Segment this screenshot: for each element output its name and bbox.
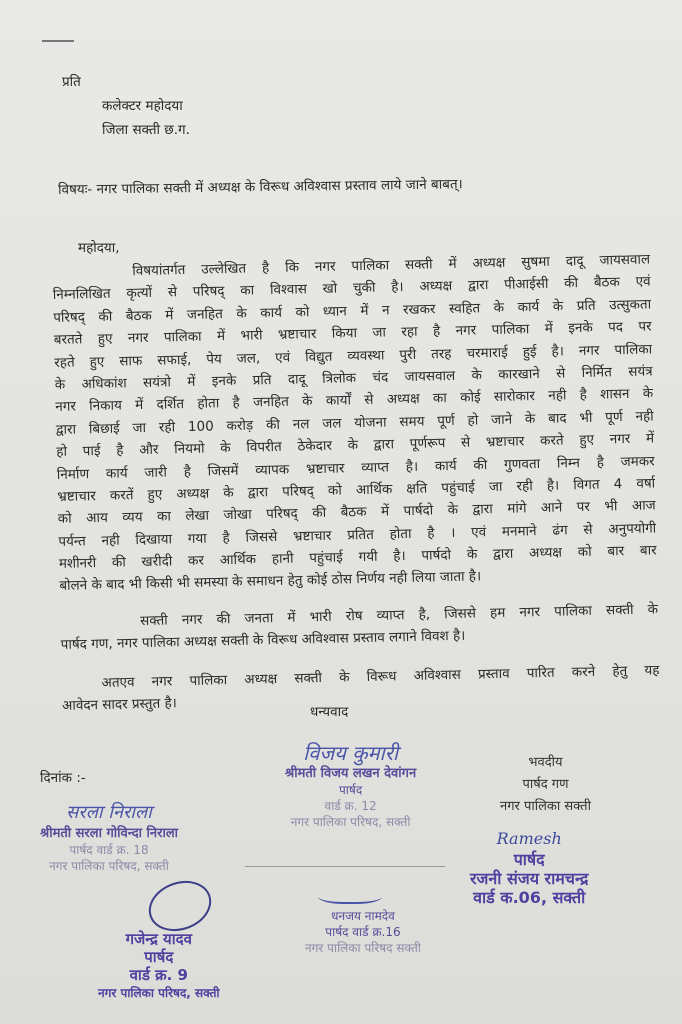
closing-line: नगर पालिका सक्ती [500,799,591,814]
signatory-dhanjay [305,908,421,956]
body-line: बोलने के बाद भी किसी भी समस्या के समाधन हेतु कोई ठोस निर्णय नही लिया जाता है। [59,568,482,595]
signatory-ward: वार्ड क्र. 9 [129,966,188,984]
signatory-ward: वार्ड क.06, सक्ती [473,888,586,907]
closing-block [500,752,591,818]
body-line: रहते हुए साफ सफाई, पेय जल, एवं विद्युत व्यवस्था पुरी तरह चरमाराई हुई है। नगर पालिका [54,340,653,371]
signatory-org: नगर पालिका परिषद, सक्ती [98,986,220,1000]
signatory-vijay [285,740,416,830]
recipient: कलेक्टर महोदया [102,98,183,114]
signatory-sarla [40,800,178,874]
signatory-ward: पार्षद वार्ड क्र. 18 [69,843,149,857]
signatory-name: रजनी संजय रामचन्द्र [470,869,589,888]
body-line: परिषद् की बैठक में जनहित के कार्य को ध्यान में न रखकर स्वहित के कार्य के प्रति उत्सुकता [53,296,652,326]
signatory-org: नगर पालिका परिषद, सक्ती [49,859,169,873]
signatory-ward: पार्षद वार्ड क्र.16 [325,925,401,939]
signatory-name: श्रीमती विजय लखन देवांगन [285,766,417,781]
signatory-name: श्रीमती सरला गोविन्दा निराला [40,826,179,841]
body-line: द्वारा बिछाई जा रही 100 करोड़ की नल जल योजना समय पूर्ण हो जाने के बाद भी पूर्ण नही [55,408,654,438]
divider [245,866,445,867]
signature-mark [318,886,382,904]
body-line: बरतते हुए नगर पालिका में भारी भ्रष्टाचार किया जा रहा है नगर पालिका में इनके पद पर [53,318,652,349]
signatory-title: पार्षद [144,948,174,966]
body-line: विषयांतर्गत उल्लेखित है कि नगर पालिका सक्ती में अध्यक्ष सुषमा दादू जायसवाल [132,251,651,280]
body-line: अतएव नगर पालिका अध्यक्ष सक्ती के विरूध अविश्वास प्रस्ताव पारित करने हेतु यह [101,661,660,691]
signatory-rajni [470,828,588,907]
body-line: आवेदन सादर प्रस्तुत है। [61,695,177,714]
signatory-title: पार्षद [513,850,545,869]
thanks: धन्यवाद [310,704,349,720]
body-line: मशीनरी की खरीदी कर आर्थिक हानी पहुंचाई गयी है। पार्षदो के द्वारा अध्यक्ष को बार बार [58,542,657,572]
closing-line: पार्षद गण [522,777,569,792]
body-line: सक्ती नगर की जनता में भारी रोष व्याप्त है, जिससे हम नगर पालिका सक्ती के [139,601,659,629]
signature: विजय कुमारी [303,741,399,765]
signatory-org: नगर पालिका परिषद सक्ती [305,941,421,955]
body-line: पार्षद गण, नगर पालिका अध्यक्ष सक्ती के विरूध अविश्वास प्रस्ताव लगाने विवश है। [60,627,466,654]
closing-line: भवदीय [528,755,563,770]
body-line: निर्माण कार्य जारी है जिसमें व्यापक भ्रष्टाचार व्याप्त है। कार्य की गुणवता निम्न है जमकर [56,452,655,483]
body-line: पर्यन्त नही दिखाया गया है जिससे भ्रष्टाचार प्रतित होता है । एवं मनमाने ढंग से अनुपयोगी [58,520,657,550]
signatory-org: नगर पालिका परिषद, सक्ती [290,815,411,829]
body-line: नगर निकाय में दर्शित होता है जनहित के कार्यों से अध्यक्ष का कोई सारोकार नही है शासन के [55,385,654,416]
body-line: निम्नलिखित कृत्यों से परिषद् का विश्वास खो चुकी है। अध्यक्ष द्वारा पीआईसी की बैठक एवं [52,273,651,304]
signatory-title: पार्षद [338,783,363,797]
date-label: दिनांक :- [40,770,86,786]
address: जिला सक्ती छ.ग. [102,122,190,138]
divider [42,40,74,42]
signature: Ramesh [496,829,562,848]
to-label: प्रति [62,74,81,90]
body-line: को आय व्यय का लेखा जोखा परिषद् की बैठक में पार्षदो के द्वारा मांगे आने पर भी आज [57,497,656,528]
body-line: हो पाई है और नियमो के विपरीत ठेकेदार के द्वारा पूर्णरूप से भ्रष्टाचार करते हुए नगर में [56,430,655,461]
body-line: के अधिकांश सयंत्रो में इनके प्रति दादू त्रिलोक चंद जायसवाल के कारखाने से निर्मित सयंत्र [54,363,653,393]
signatory-name: गजेन्द्र यादव [125,930,192,948]
body-line: भ्रष्टाचार करतें हुए अध्यक्ष के द्वारा परिषद् को आर्थिक क्षति पहुंचाई जा रही है। विगत 4 वर्षा [57,475,656,505]
letter-body [52,248,660,717]
signatory-name: धनजय नामदेव [331,909,395,923]
salutation: महोदया, [78,240,120,256]
signatory-gajendra [98,930,220,1002]
signature: सरला निराला [66,802,152,823]
signatory-ward: वार्ड क्र. 12 [324,799,377,813]
subject: विषयः- नगर पालिका सक्ती में अध्यक्ष के विरूध अविश्वास प्रस्ताव लाये जाने बाबत्। [57,176,463,198]
